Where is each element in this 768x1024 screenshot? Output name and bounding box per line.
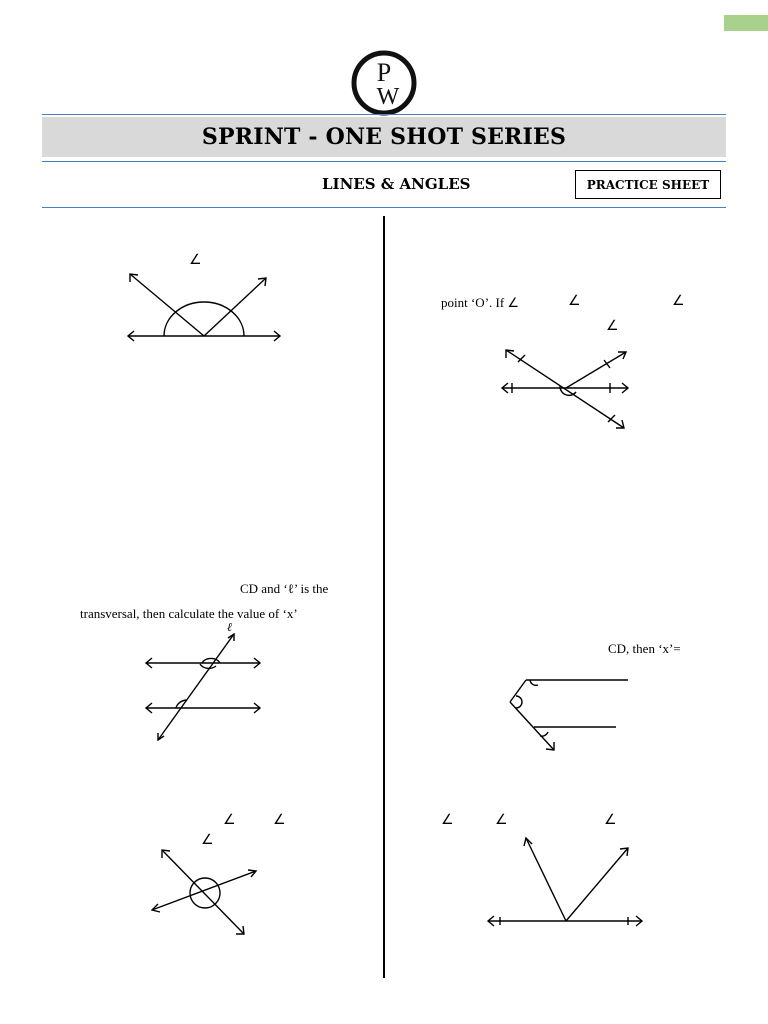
practice-sheet-badge: PRACTICE SHEET [575, 170, 721, 199]
angle-symbol: ∠ [568, 294, 581, 309]
subject-title: LINES & ANGLES [322, 175, 471, 193]
question-right-2-text: CD, then ‘x’= [608, 641, 681, 656]
angle-symbol: ∠ [672, 294, 685, 309]
angle-symbol: ∠ [201, 833, 214, 848]
angle-symbol: ∠ [604, 813, 617, 828]
column-divider [383, 216, 385, 978]
top-rule [42, 114, 726, 115]
angle-symbol: ∠ [223, 813, 236, 828]
logo-letter-w: W [376, 84, 400, 110]
logo-letter-p: P [376, 58, 392, 87]
figure-crossing-lines-circle [146, 846, 262, 938]
angle-symbol: ∠ [606, 319, 619, 334]
figure-angles-on-line [484, 834, 646, 930]
angle-symbol: ∠ [441, 813, 454, 828]
bottom-rule [42, 207, 726, 208]
question-left-2-line1: CD and ‘ℓ’ is the [240, 581, 329, 596]
figure-parallel-lines-transversal [142, 630, 266, 746]
figure-parallel-lines-angle [504, 672, 634, 756]
question-left-2-line2: transversal, then calculate the value of ‘x’ [80, 606, 298, 621]
figure-intersecting-lines [498, 346, 634, 434]
title-band [42, 117, 726, 157]
transversal-label: ℓ [227, 620, 232, 634]
question-right-1-text: point ‘O’. If ∠ [441, 295, 520, 310]
angle-symbol: ∠ [189, 253, 202, 268]
corner-tag [724, 15, 768, 31]
figure-adjacent-angles [120, 268, 290, 348]
series-title: SPRINT - ONE SHOT SERIES [201, 124, 567, 150]
pw-logo [351, 50, 417, 116]
mid-rule [42, 161, 726, 162]
angle-symbol: ∠ [495, 813, 508, 828]
angle-symbol: ∠ [273, 813, 286, 828]
